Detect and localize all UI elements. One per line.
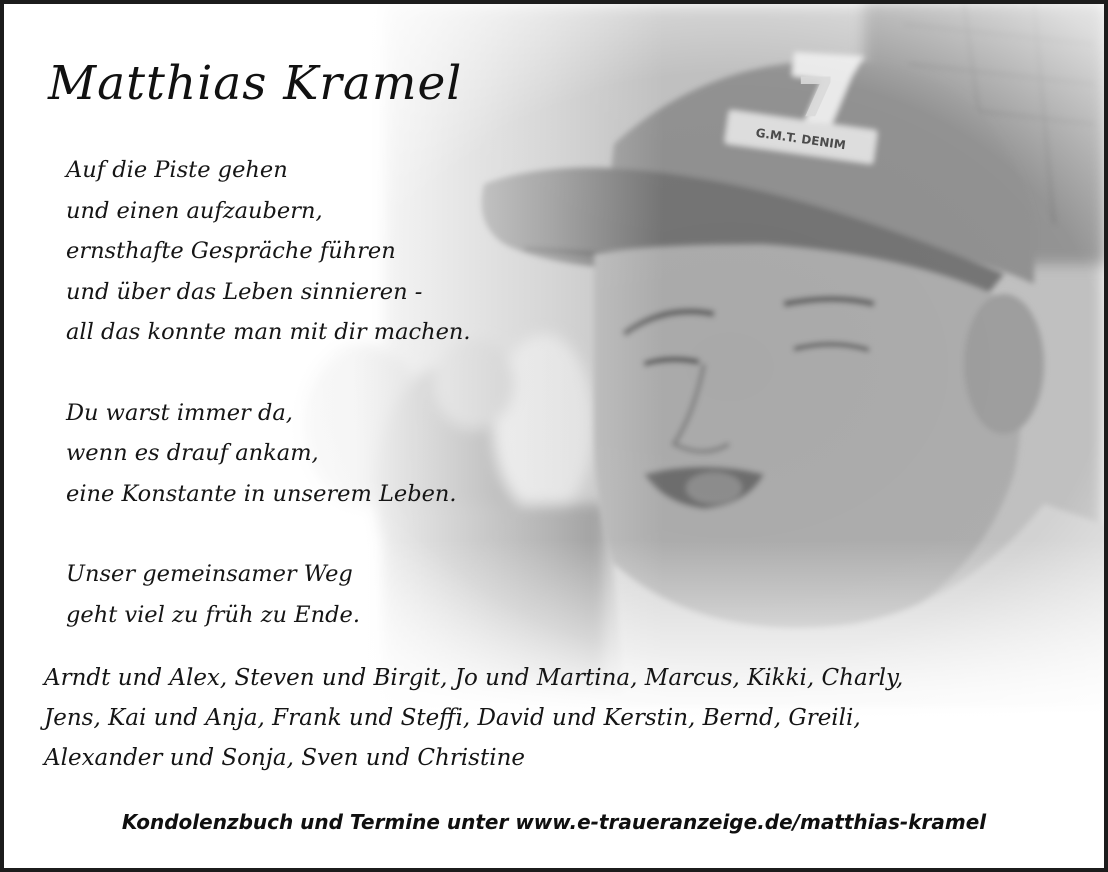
mourners-list (44, 658, 1094, 778)
poem-stanza (66, 554, 471, 635)
poem-line: wenn es drauf ankam, (66, 440, 319, 466)
poem-stanza (66, 393, 471, 515)
poem-line: Du warst immer da, (66, 399, 293, 426)
poem-line: und über das Leben sinnieren - (66, 278, 423, 305)
poem-line: all das konnte man mit dir machen. (66, 319, 471, 345)
poem-line: Unser gemeinsamer Weg (66, 561, 353, 587)
poem-line: und einen aufzaubern, (66, 197, 323, 224)
poem-line: eine Konstante in unserem Leben. (66, 480, 457, 507)
mourners-line: Arndt und Alex, Steven und Birgit, Jo und Martina, Marcus, Kikki, Charly, (44, 665, 904, 691)
poem-stanza (66, 150, 471, 353)
poem-line: ernsthafte Gespräche führen (66, 238, 396, 264)
poem-line: geht viel zu früh zu Ende. (66, 601, 360, 628)
poem (66, 150, 471, 675)
condolence-link-footer: Kondolenzbuch und Termine unter www.e-traueranzeige.de/matthias-kramel (121, 810, 987, 834)
mourners-line: Alexander und Sonja, Sven und Christine (44, 745, 525, 771)
deceased-name: Matthias Kramel (48, 56, 463, 111)
mourners-line: Jens, Kai und Anja, Frank und Steffi, David und Kerstin, Bernd, Greili, (44, 705, 861, 731)
poem-line: Auf die Piste gehen (66, 157, 288, 183)
